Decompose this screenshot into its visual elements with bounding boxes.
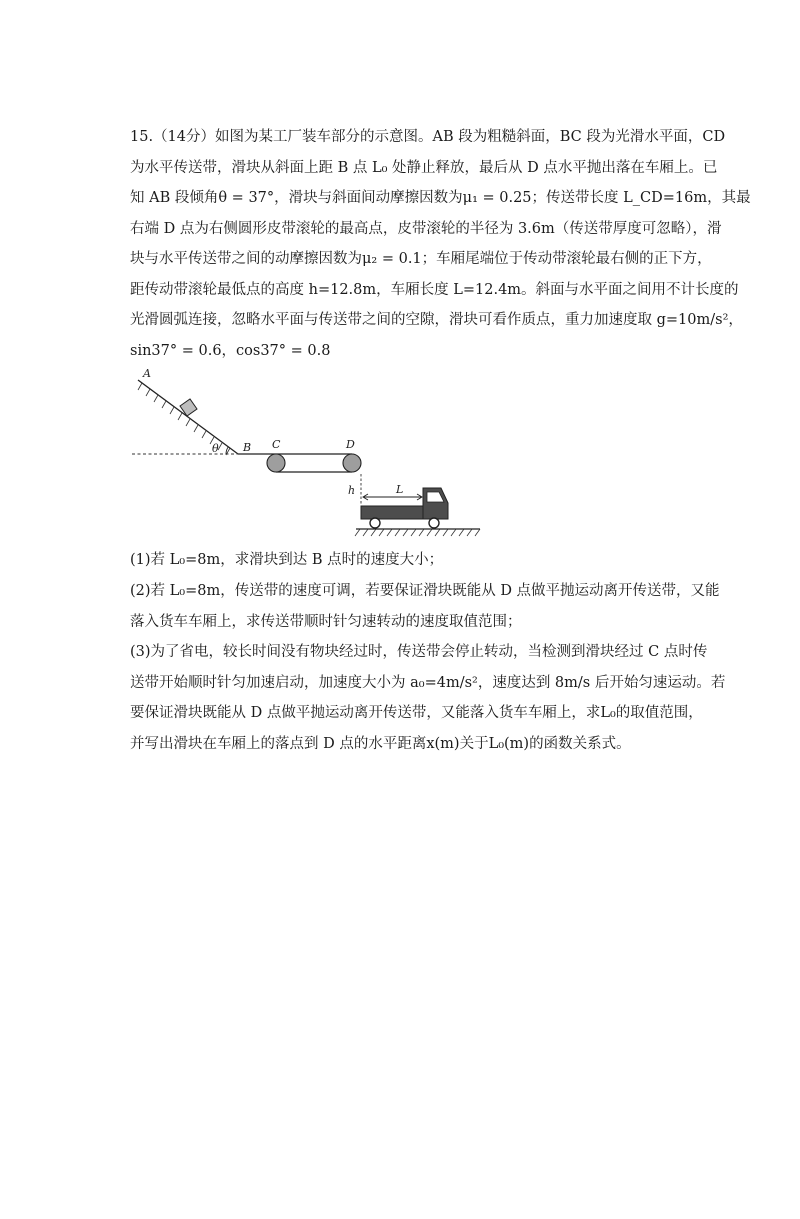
right-roller xyxy=(343,454,361,472)
intro-line: 知 AB 段倾角θ = 37°，滑块与斜面间动摩擦因数为μ₁ = 0.25；传送带长度 L_CD=16m，其最 xyxy=(130,190,751,206)
loading-diagram xyxy=(128,366,498,538)
label-a: A xyxy=(143,367,151,380)
question-1 xyxy=(130,545,690,576)
label-theta: θ xyxy=(212,442,219,455)
length-dimension xyxy=(363,494,422,500)
question-line: (2)若 L₀=8m，传送带的速度可调，若要保证滑块既能从 D 点做平抛运动离开传送带，又能 xyxy=(130,583,720,599)
intro-line: 为水平传送带，滑块从斜面上距 B 点 L₀ 处静止释放，最后从 D 点水平抛出落在车厢上。已 xyxy=(130,159,718,176)
truck-rear-wheel xyxy=(370,518,380,528)
truck-bed xyxy=(361,506,423,519)
intro-line: 光滑圆弧连接，忽略水平面与传送带之间的空隙，滑块可看作质点，重力加速度取 g=10m/s²， xyxy=(130,312,743,328)
label-c: C xyxy=(272,438,281,451)
incline-slope xyxy=(138,380,238,455)
intro-line: 距传动带滚轮最低点的高度 h=12.8m，车厢长度 L=12.4m。斜面与水平面之间用不计长度的 xyxy=(130,281,739,298)
question-3 xyxy=(130,637,726,759)
ground xyxy=(355,529,480,536)
truck xyxy=(361,488,448,528)
intro-line: 块与水平传送带之间的动摩擦因数为μ₂ = 0.1；车厢尾端位于传动带滚轮最右侧的正下方， xyxy=(130,251,712,267)
intro-line: sin37° = 0.6，cos37° = 0.8 xyxy=(130,342,331,359)
left-roller xyxy=(267,454,285,472)
label-d: D xyxy=(346,438,355,451)
label-l: L xyxy=(396,483,404,496)
question-line: 送带开始顺时针匀加速启动，加速度大小为 a₀=4m/s²，速度达到 8m/s 后开始匀速运动。若 xyxy=(130,674,726,691)
question-2 xyxy=(130,576,720,637)
question-line: 并写出滑块在车厢上的落点到 D 点的水平距离x(m)关于L₀(m)的函数关系式。 xyxy=(130,735,631,752)
question-line: 要保证滑块既能从 D 点做平抛运动离开传送带，又能落入货车车厢上，求L₀的取值范围， xyxy=(130,705,703,721)
question-line: 落入货车车厢上，求传送带顺时针匀速转动的速度取值范围； xyxy=(130,613,522,630)
label-b: B xyxy=(243,441,252,454)
conveyor-belt xyxy=(267,454,361,472)
question-line: (3)为了省电，较长时间没有物块经过时，传送带会停止转动，当检测到滑块经过 C 点时传 xyxy=(130,644,708,660)
truck-front-wheel xyxy=(429,518,439,528)
intro-line: 右端 D 点为右侧圆形皮带滚轮的最高点，皮带滚轮的半径为 3.6m（传送带厚度可忽略），滑 xyxy=(130,220,722,237)
problem-intro xyxy=(130,122,751,366)
question-line: (1)若 L₀=8m，求滑块到达 B 点时的速度大小； xyxy=(130,552,444,568)
intro-line: 15.（14分）如图为某工厂装车部分的示意图。AB 段为粗糙斜面，BC 段为光滑水平面，CD xyxy=(130,129,726,145)
label-h: h xyxy=(348,484,356,497)
